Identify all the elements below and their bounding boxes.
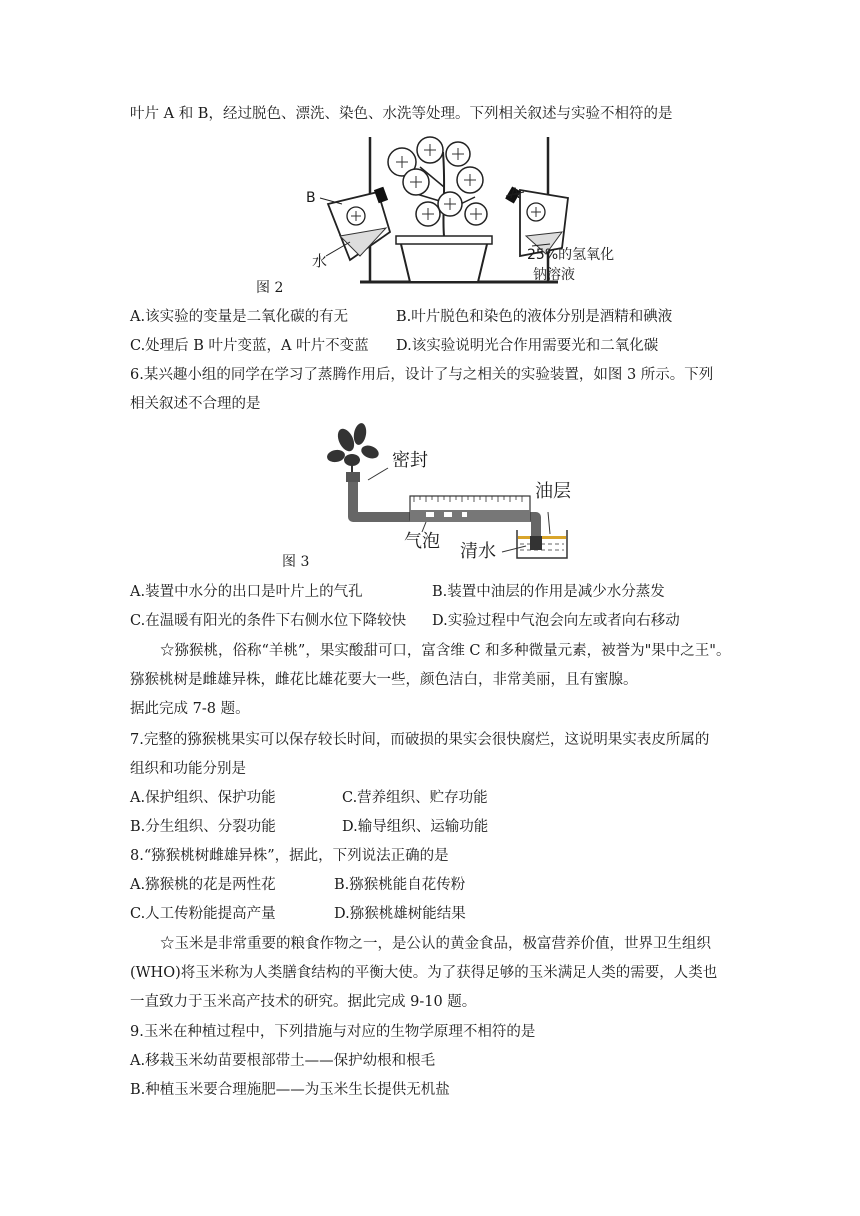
q5-option-d: D.该实验说明光合作用需要光和二氧化碳 bbox=[396, 338, 659, 354]
q8-option-a: A.猕猴桃的花是两性花 bbox=[130, 877, 276, 893]
q9-stem: 9.玉米在种植过程中，下列措施与对应的生物学原理不相符的是 bbox=[130, 1024, 536, 1040]
q6-option-a: A.装置中水分的出口是叶片上的气孔 bbox=[130, 584, 363, 600]
figure-3-caption: 图 3 bbox=[282, 554, 310, 570]
q5-option-c: C.处理后 B 叶片变蓝，A 叶片不变蓝 bbox=[130, 338, 369, 354]
figure-2-label-b: B bbox=[306, 190, 316, 206]
q5-option-a: A.该实验的变量是二氧化碳的有无 bbox=[130, 309, 349, 325]
q7-stem-line-1: 7.完整的猕猴桃果实可以保存较长时间，而破损的果实会很快腐烂，这说明果实表皮所属的 bbox=[130, 732, 710, 748]
figure-3-label-oil: 油层 bbox=[535, 481, 571, 502]
figure-2-label-naoh-1: 25%的氢氧化 bbox=[527, 247, 615, 263]
q8-stem: 8.“猕猴桃树雌雄异株”，据此，下列说法正确的是 bbox=[130, 848, 449, 864]
corn-passage-line-1: ☆玉米是非常重要的粮食作物之一，是公认的黄金食品，极富营养价值，世界卫生组织 bbox=[160, 936, 711, 952]
q6-option-c: C.在温暖有阳光的条件下右侧水位下降较快 bbox=[130, 613, 407, 629]
q7-stem-line-2: 组织和功能分别是 bbox=[130, 761, 246, 777]
corn-passage-line-2: (WHO)将玉米称为人类膳食结构的平衡大使。为了获得足够的玉米满足人类的需要，人类也 bbox=[130, 965, 718, 981]
figure-2-label-a: A bbox=[510, 186, 520, 202]
q6-option-d: D.实验过程中气泡会向左或者向右移动 bbox=[432, 613, 680, 629]
q9-option-b: B.种植玉米要合理施肥——为玉米生长提供无机盐 bbox=[130, 1082, 450, 1098]
figure-2-label-naoh-2: 钠溶液 bbox=[533, 267, 575, 283]
figure-3-label-water: 清水 bbox=[460, 541, 496, 562]
q7-option-a: A.保护组织、保护功能 bbox=[130, 790, 276, 806]
q7-option-b: B.分生组织、分裂功能 bbox=[130, 819, 276, 835]
corn-passage-line-3: 一直致力于玉米高产技术的研究。据此完成 9-10 题。 bbox=[130, 994, 477, 1010]
q6-stem-line-2: 相关叙述不合理的是 bbox=[130, 396, 261, 412]
q5-option-b: B.叶片脱色和染色的液体分别是酒精和碘液 bbox=[396, 309, 673, 325]
figure-2-photosynthesis-apparatus bbox=[300, 132, 630, 302]
figure-2-caption: 图 2 bbox=[256, 280, 284, 296]
q7-option-c: C.营养组织、贮存功能 bbox=[342, 790, 488, 806]
kiwi-passage-line-2: 猕猴桃树是雌雄异株，雌花比雄花要大一些，颜色洁白，非常美丽，且有蜜腺。 bbox=[130, 672, 638, 688]
q6-stem-line-1: 6.某兴趣小组的同学在学习了蒸腾作用后，设计了与之相关的实验装置，如图 3 所示。下列 bbox=[130, 367, 714, 383]
q5-intro: 叶片 A 和 B，经过脱色、漂洗、染色、水洗等处理。下列相关叙述与实验不相符的是 bbox=[130, 106, 673, 122]
kiwi-passage-line-1: ☆猕猴桃，俗称“羊桃”，果实酸甜可口，富含维 C 和多种微量元素，被誉为"果中之王"。 bbox=[160, 643, 731, 659]
q9-option-a: A.移栽玉米幼苗要根部带土——保护幼根和根毛 bbox=[130, 1053, 436, 1069]
q8-option-b: B.猕猴桃能自花传粉 bbox=[334, 877, 466, 893]
q6-option-b: B.装置中油层的作用是减少水分蒸发 bbox=[432, 584, 665, 600]
q7-option-d: D.输导组织、运输功能 bbox=[342, 819, 489, 835]
q8-option-d: D.猕猴桃雄树能结果 bbox=[334, 906, 466, 922]
figure-2-label-water: 水 bbox=[312, 252, 328, 270]
figure-3-label-seal: 密封 bbox=[392, 450, 428, 471]
kiwi-passage-line-3: 据此完成 7-8 题。 bbox=[130, 701, 250, 717]
q8-option-c: C.人工传粉能提高产量 bbox=[130, 906, 276, 922]
figure-3-label-bubble: 气泡 bbox=[404, 531, 440, 552]
